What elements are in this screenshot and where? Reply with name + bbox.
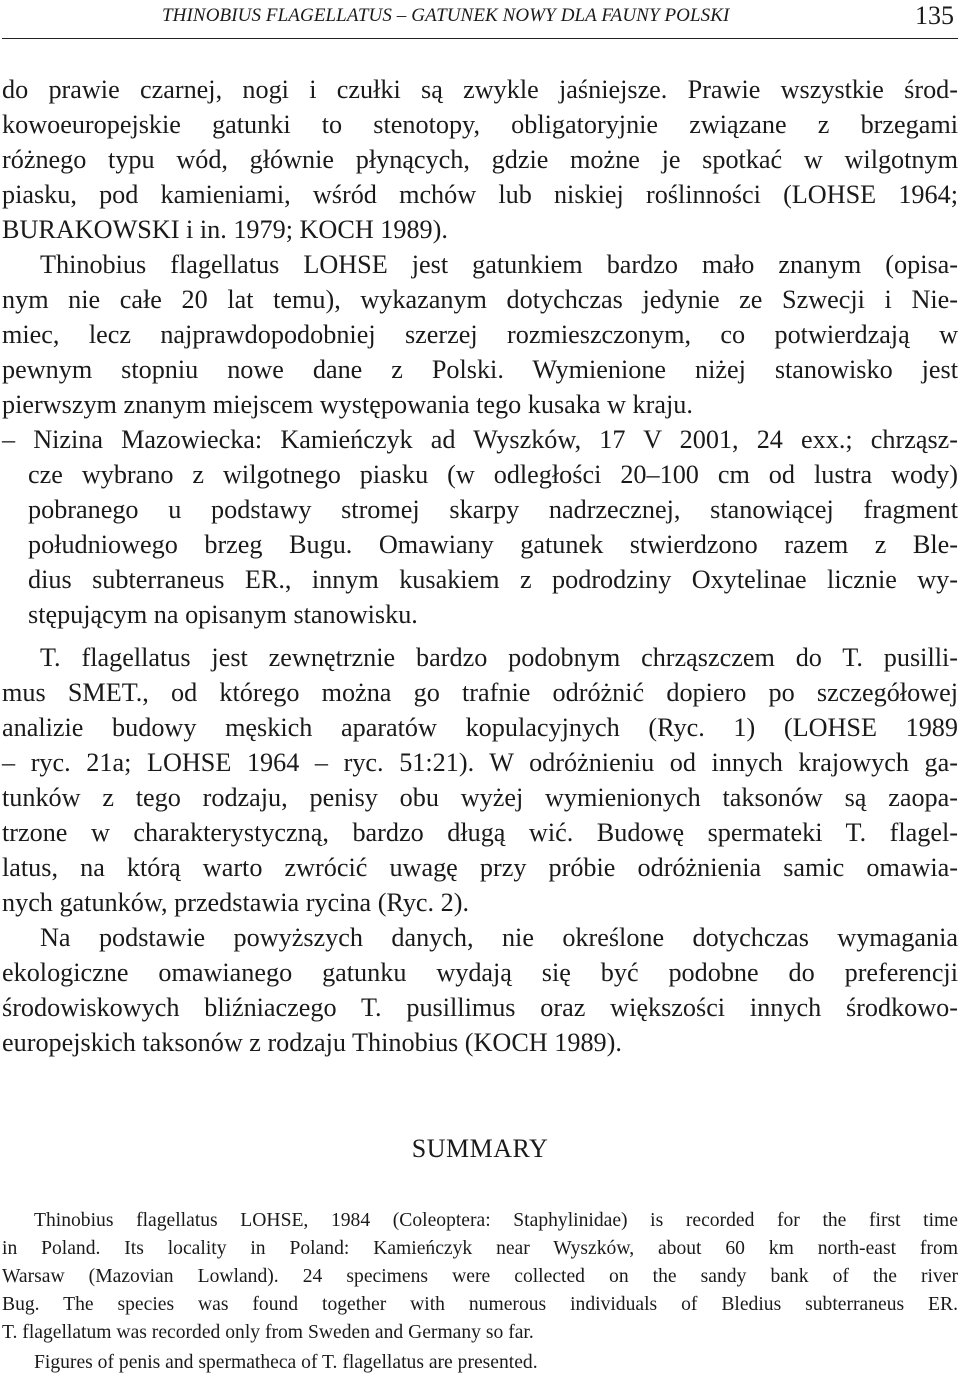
text-line: Thinobius flagellatus LOHSE jest gatunkiem bardzo mało znanym (opisa-: [40, 250, 958, 279]
text-line: cze wybrano z wilgotnego piasku (w odległości 20–100 cm od lustra wody): [28, 460, 958, 489]
text-line: pewnym stopniu nowe dane z Polski. Wymienione niżej stanowisko jest: [2, 355, 958, 384]
text-line: pierwszym znanym miejscem występowania tego kusaka w kraju.: [2, 390, 693, 419]
text-line: różnego typu wód, głównie płynących, gdzie możne je spotkać w wilgotnym: [2, 145, 958, 174]
text-line: kowoeuropejskie gatunki to stenotopy, obligatoryjnie związane z brzegami: [2, 110, 958, 139]
text-line: stępującym na opisanym stanowisku.: [28, 600, 418, 629]
summary-line: Bug. The species was found together with numerous individuals of Bledius subterraneus ER.: [2, 1294, 958, 1315]
text-line: BURAKOWSKI i in. 1979; KOCH 1989).: [2, 215, 448, 244]
summary-line: Warsaw (Mazovian Lowland). 24 specimens were collected on the sandy bank of the river: [2, 1266, 958, 1287]
running-header: [0, 0, 960, 40]
text-line: nym nie całe 20 lat temu), wykazanym dotychczas jedynie ze Szwecji i Nie-: [2, 285, 958, 314]
text-line: – Nizina Mazowiecka: Kamieńczyk ad Wyszków, 17 V 2001, 24 exx.; chrząsz-: [2, 425, 958, 454]
text-line: środowiskowych bliźniaczego T. pusillimus oraz większości innych środkowo-: [2, 993, 958, 1022]
text-line: analizie budowy męskich aparatów kopulacyjnych (Ryc. 1) (LOHSE 1989: [2, 713, 958, 742]
page-number: 135: [915, 1, 954, 30]
text-line: miec, lecz najprawdopodobniej szerzej rozmieszczonym, co potwierdzają w: [2, 320, 958, 349]
text-line: ekologiczne omawianego gatunku wydają się być podobne do preferencji: [2, 958, 958, 987]
text-line: europejskich taksonów z rodzaju Thinobius (KOCH 1989).: [2, 1028, 622, 1057]
summary-line: in Poland. Its locality in Poland: Kamieńczyk near Wyszków, about 60 km north-east from: [2, 1238, 958, 1259]
text-line: do prawie czarnej, nogi i czułki są zwykle jaśniejsze. Prawie wszystkie środ-: [2, 75, 958, 104]
text-line: T. flagellatus jest zewnętrznie bardzo podobnym chrząszczem do T. pusilli-: [40, 643, 958, 672]
text-line: mus SMET., od którego można go trafnie odróżnić dopiero po szczegółowej: [2, 678, 958, 707]
text-line: nych gatunków, przedstawia rycina (Ryc. 2).: [2, 888, 470, 917]
summary-line: Thinobius flagellatus LOHSE, 1984 (Coleoptera: Staphylinidae) is recorded for the first time: [34, 1210, 958, 1231]
header-rule: [2, 38, 958, 39]
text-line: – ryc. 21a; LOHSE 1964 – ryc. 51:21). W odróżnieniu od innych krajowych ga-: [2, 748, 958, 777]
text-line: pobranego u podstawy stromej skarpy nadrzecznej, stanowiącej fragment: [28, 495, 958, 524]
text-line: tunków z tego rodzaju, penisy obu wyżej wymienionych taksonów są zaopa-: [2, 783, 958, 812]
summary-line: Figures of penis and spermatheca of T. flagellatus are presented.: [34, 1352, 538, 1373]
text-line: Na podstawie powyższych danych, nie określone dotychczas wymagania: [40, 923, 958, 952]
text-line: trzone w charakterystyczną, bardzo długą wić. Budowę spermateki T. flagel-: [2, 818, 958, 847]
running-title: THINOBIUS FLAGELLATUS – GATUNEK NOWY DLA FAUNY POLSKI: [162, 5, 730, 26]
text-line: latus, na którą warto zwrócić uwagę przy próbie odróżnienia samic omawia-: [2, 853, 958, 882]
text-line: dius subterraneus ER., innym kusakiem z podrodziny Oxytelinae licznie wy-: [28, 565, 958, 594]
summary-heading: SUMMARY: [411, 1134, 549, 1163]
summary-line: T. flagellatum was recorded only from Sweden and Germany so far.: [2, 1322, 534, 1343]
text-line: południowego brzeg Bugu. Omawiany gatunek stwierdzono razem z Ble-: [28, 530, 958, 559]
text-line: piasku, pod kamieniami, wśród mchów lub niskiej roślinności (LOHSE 1964;: [2, 180, 958, 209]
